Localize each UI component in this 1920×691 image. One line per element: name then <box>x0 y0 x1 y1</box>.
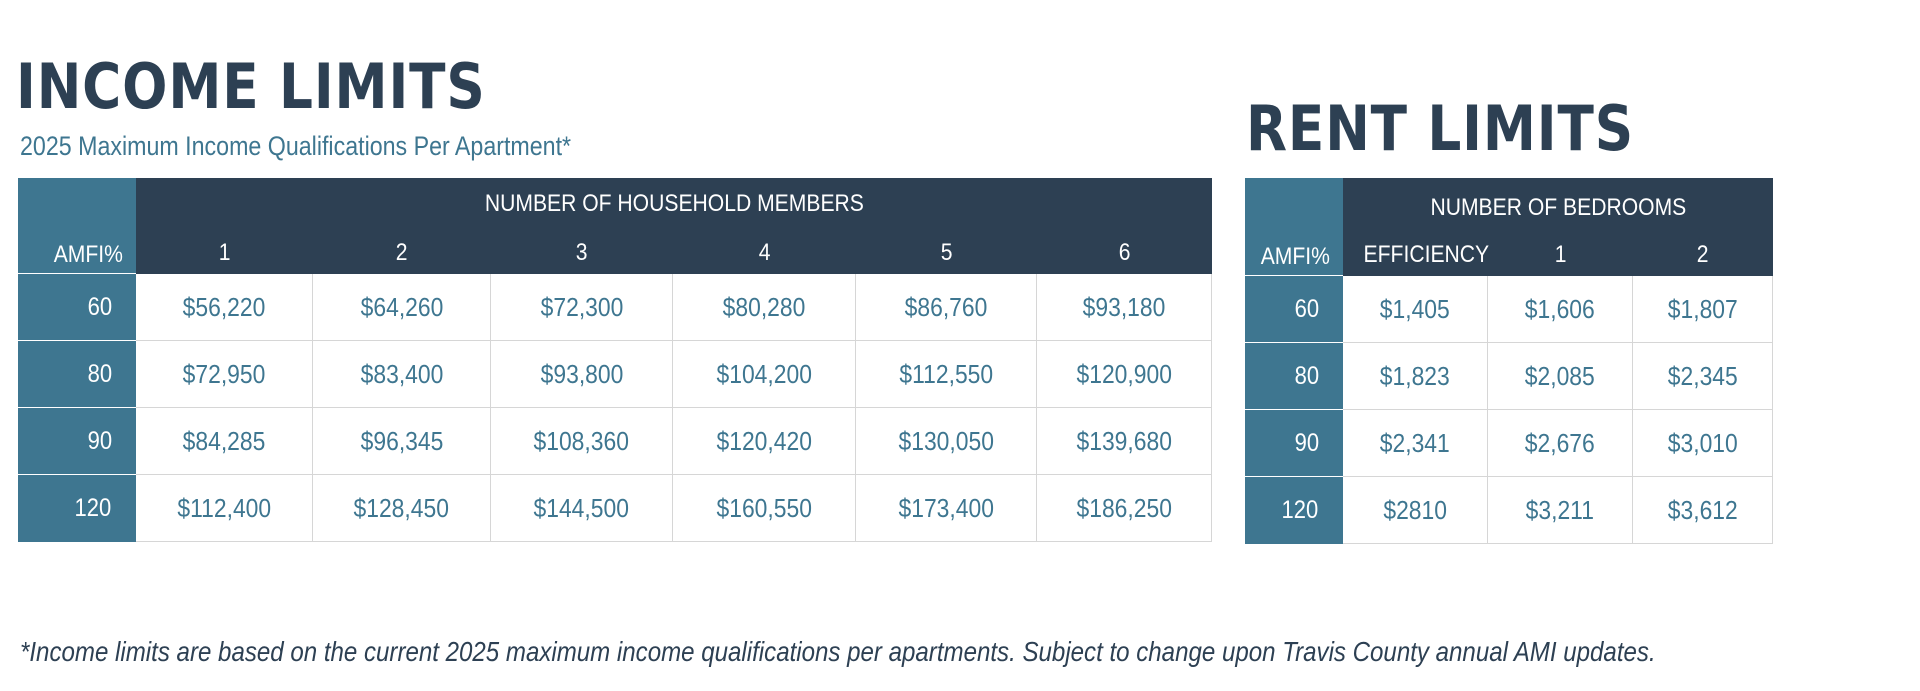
rent-table-cell-text: $1,823 <box>1380 360 1450 391</box>
income-table-cell <box>856 475 1037 542</box>
income-table-cell-text: $112,550 <box>899 358 993 389</box>
rent-col-header-2 <box>1488 236 1633 274</box>
income-group-header-text: NUMBER OF HOUSEHOLD MEMBERS <box>484 190 864 217</box>
income-table-cell-text: $80,280 <box>722 291 806 322</box>
rent-group-header-text: NUMBER OF BEDROOMS <box>1430 194 1686 221</box>
income-row-label-text: 60 <box>87 292 113 321</box>
income-table-cell <box>1037 341 1212 408</box>
rent-table-cell <box>1633 343 1773 410</box>
income-table-cell-text: $120,420 <box>716 425 812 456</box>
income-table-cell-text: $144,500 <box>533 492 630 523</box>
income-table-cell-text: $139,680 <box>1076 425 1172 456</box>
rent-table-cell <box>1343 276 1488 343</box>
rent-table-cell <box>1488 477 1633 544</box>
income-table-cell <box>136 408 313 475</box>
income-table-cell <box>1037 408 1212 475</box>
income-table-cell-text: $112,400 <box>177 492 271 523</box>
rent-table-cell <box>1488 343 1633 410</box>
income-table-cell-text: $56,220 <box>182 291 266 322</box>
income-table-cell <box>313 274 491 341</box>
income-table-cell <box>856 408 1037 475</box>
income-table-cell <box>673 341 856 408</box>
rent-limits-title: RENT LIMITS <box>1246 92 1634 165</box>
rent-row-label <box>1245 343 1343 410</box>
income-col-header-4-text: 4 <box>758 239 771 266</box>
rent-table-cell <box>1633 410 1773 477</box>
income-row-label <box>18 475 136 542</box>
income-table-cell <box>491 341 673 408</box>
income-col-header-3 <box>491 234 673 272</box>
rent-table-cell-text: $1,807 <box>1667 293 1738 324</box>
rent-header-amfi-text: AMFI% <box>1261 243 1331 270</box>
rent-limits-table <box>1245 178 1773 542</box>
income-table-cell-text: $130,050 <box>898 425 994 456</box>
rent-table-cell-text: $2,345 <box>1667 360 1738 391</box>
income-col-header-5 <box>856 234 1037 272</box>
rent-table-cell <box>1633 477 1773 544</box>
rent-row-label <box>1245 477 1343 544</box>
income-row-label-text: 90 <box>87 426 113 455</box>
rent-table-cell <box>1343 343 1488 410</box>
income-table-cell <box>673 475 856 542</box>
income-col-header-3-text: 3 <box>576 239 588 266</box>
income-table-cell <box>136 341 313 408</box>
income-table-cell-text: $160,550 <box>716 492 812 523</box>
rent-table-cell-text: $3,010 <box>1667 427 1738 458</box>
rent-col-header-1-text: EFFICIENCY <box>1363 241 1490 268</box>
income-table-cell-text: $64,260 <box>360 291 443 322</box>
rent-table-cell-text: $1,606 <box>1525 293 1595 324</box>
income-row-label <box>18 408 136 475</box>
rent-table-cell-text: $2,341 <box>1380 427 1450 458</box>
income-col-header-5-text: 5 <box>940 239 953 266</box>
rent-group-header <box>1343 188 1773 228</box>
income-table-cell-text: $72,950 <box>182 358 266 389</box>
rent-col-header-3 <box>1633 236 1773 274</box>
rent-table-cell-text: $3,211 <box>1525 494 1595 525</box>
income-table-cell-text: $86,760 <box>904 291 988 322</box>
income-table-cell-text: $108,360 <box>533 425 630 456</box>
income-row-label <box>18 274 136 341</box>
income-header-amfi-text: AMFI% <box>54 241 124 268</box>
rent-table-cell-text: $2810 <box>1383 494 1447 525</box>
income-table-cell <box>856 341 1037 408</box>
income-table-cell-text: $84,285 <box>182 425 266 456</box>
rent-table-cell-text: $3,612 <box>1667 494 1738 525</box>
income-table-cell-text: $83,400 <box>360 358 443 389</box>
rent-row-label <box>1245 410 1343 477</box>
rent-row-label <box>1245 276 1343 343</box>
income-table-cell <box>1037 475 1212 542</box>
rent-row-label-text: 90 <box>1294 428 1320 457</box>
income-table-cell <box>856 274 1037 341</box>
rent-table-cell <box>1488 410 1633 477</box>
income-col-header-6 <box>1037 234 1212 272</box>
rent-col-header-3-text: 2 <box>1697 241 1709 268</box>
rent-col-header-1 <box>1343 236 1488 274</box>
income-col-header-2 <box>313 234 491 272</box>
income-table-cell-text: $93,180 <box>1082 291 1166 322</box>
income-col-header-2-text: 2 <box>396 239 408 266</box>
income-table-cell-text: $93,800 <box>540 358 623 389</box>
income-row-label-text: 80 <box>87 359 113 388</box>
income-table-cell <box>136 274 313 341</box>
income-header-amfi <box>18 178 136 274</box>
rent-table-cell-text: $2,676 <box>1525 427 1595 458</box>
rent-header-amfi <box>1245 178 1343 276</box>
income-table-cell-text: $173,400 <box>898 492 994 523</box>
income-table-cell <box>673 274 856 341</box>
rent-table-cell-text: $1,405 <box>1380 293 1450 324</box>
income-table-cell <box>1037 274 1212 341</box>
income-col-header-1 <box>136 234 313 272</box>
income-col-header-1-text: 1 <box>218 239 231 266</box>
rent-table-cell <box>1343 410 1488 477</box>
income-limits-table <box>18 178 1212 542</box>
income-row-label-text: 120 <box>74 494 112 522</box>
income-table-cell-text: $186,250 <box>1076 492 1172 523</box>
footnote: *Income limits are based on the current 2025 maximum income qualifications per apartments. Subject to change upon Travis County annual AMI updates. <box>20 636 1656 667</box>
rent-table-cell-text: $2,085 <box>1525 360 1595 391</box>
rent-table-cell <box>1343 477 1488 544</box>
income-table-cell <box>491 274 673 341</box>
rent-table-cell <box>1488 276 1633 343</box>
income-row-label <box>18 341 136 408</box>
income-table-cell <box>491 475 673 542</box>
income-table-cell <box>491 408 673 475</box>
income-table-cell-text: $96,345 <box>360 425 443 456</box>
income-table-cell <box>313 408 491 475</box>
income-table-cell-text: $120,900 <box>1076 358 1172 389</box>
income-col-header-6-text: 6 <box>1118 239 1131 266</box>
income-table-cell <box>673 408 856 475</box>
income-table-cell <box>313 341 491 408</box>
rent-row-label-text: 80 <box>1294 361 1320 390</box>
income-col-header-4 <box>673 234 856 272</box>
income-limits-subtitle: 2025 Maximum Income Qualifications Per Apartment* <box>20 131 572 161</box>
income-group-header <box>136 184 1212 224</box>
rent-row-label-text: 60 <box>1294 294 1320 323</box>
income-table-cell-text: $104,200 <box>716 358 812 389</box>
income-limits-title: INCOME LIMITS <box>16 50 486 123</box>
income-table-cell-text: $72,300 <box>540 291 623 322</box>
rent-col-header-2-text: 1 <box>1554 241 1567 268</box>
income-table-cell <box>136 475 313 542</box>
income-table-cell <box>313 475 491 542</box>
income-table-cell-text: $128,450 <box>353 492 450 523</box>
rent-row-label-text: 120 <box>1281 496 1319 524</box>
rent-table-cell <box>1633 276 1773 343</box>
